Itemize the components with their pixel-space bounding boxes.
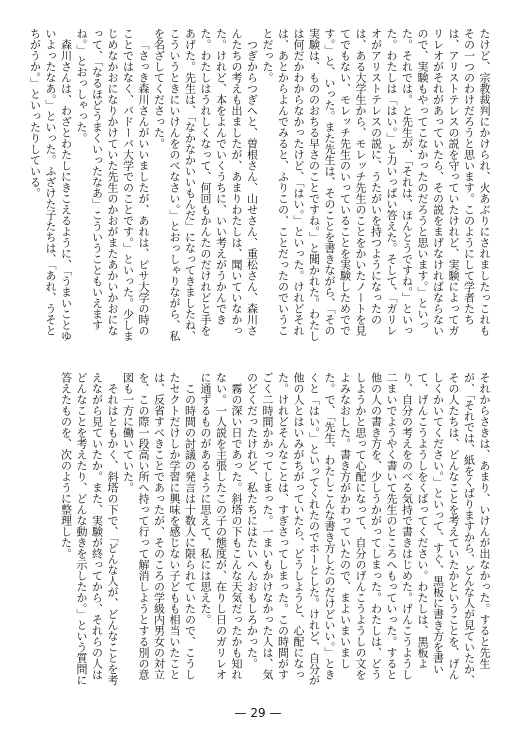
paragraph: つぎからつぎへと、曽根さん、山せさん、重松さん、森川さんたちの考えも出ましたが、あまりわたしは、聞いていなかった。けれど、本をよんでいくうちに、いい考えがうかんできた。わたしはうれしくなって、何回もかんたのだけれどと手をあげた。先生は、「なかなかいいもんだ」になってきましたね、こういうときにいけんをのべなさい。」とおっしゃりながら、私を名ざしてくださった。 [152,28,259,342]
paragraph: この時間の討議の発言は十数人に限られていたので、こうしたセクトだけしか学習に興味を感じない子どもも相当いたことは、反省すべきことであったが、そのころの学級内男女の対立を、この際一段高い所へ持って行って解消しようとする別の意図も一方に働いていた。 [121,372,197,680]
paragraph: 森川さんは、わざとわたしにきこえるように、「うまいことゆいよったなあ。」といった。ふざけた子たちは、「あれ、うそとちがうか。」といったりしている。 [28,28,73,342]
bottom-text-block [28,372,492,690]
top-text-block [28,28,492,346]
page-number: — 29 — [234,706,282,720]
paragraph: 霧の深い日であった。斜塔の下もこんな天気だったかも知れない。一人説を主張したこの子の態度が、在りし日のガリレオに通ずるものがあるように思えて、私には思えた。 [199,372,243,680]
paragraph: 「さっき森川さんがいいましたが、あれは、ピサ大学の時のことではなく、パドーバ大学でのことです。」といった。少しまじめなかおになりかけていた先生のかおがまたあかいかおになって、「なるほどうまくいったなあ」こういうこともいえますね。」とおっしゃった。 [75,28,150,342]
paragraph: たけど、宗教裁判にかけられ、火あぶりにされましたっこれもその一つのわけだろうと思います。このようにして学者たちは、アリストテレスの説を守っていたけれど、実験によってガリレオがそれがあっていたら、その説をまげなければならないので、実験もやってこなかったのだろうと思います。」といった。それでは。と先生が、「それは、ほんとうですね。」といった。わたしは「はい。」と力いっぱい答えた。そして、「ガリレオがアリストテレスの説に、うたがいを持つようになったのは、ある大学生から、モレッチ先生のことをかいたノートを見てでもない、モレッチ先生のいっていることを実験しためでです。」と、いった。また先生は、そのことを書きながら、「その実験は、もののおちる早さのことですね。」と聞かれた。わたしは何だかわからなかったけど、「はい。」といった。けれどそれは、あとからよんでみると、ふりこの、ことだったのでいうことだった。 [261,28,491,342]
paragraph: それはともかく、斜塔の下で、「どんな人が、どんなことを考えながら見ていたか。また、実験が終ってから、それらの人はどんなことを考えたり、どんな動きを示したか。」という質問に答えたものを、次のように整理した。 [59,372,119,686]
paragraph: それからさきは、あまり、いけんが出なかった。すると先生が、「それでは、紙をくばりますから、どんな人が見ていたか、その人たちは、どんなことを考えていたかということを、げんしくかいてください。」といって、すぐ、黒板に書き方を書いて、げんこうようしをくばってください。わたしは、黒板より、自分の考えをのべる気持で書きはじめた。げんこうようし二まいでようやく書いて先生のところへもっていった。すると他の人の書き方を、少しうかがってしまった。わたしは、どうしようかと思って心配になって、自分のげんこうようしの文をよみなおした。書き方がかわっていたので、まよいまいました。で、「先生、わたしこんな書き方したのだけどいい。」ときくと「はい。」といってくれたのでホーとした。けれど、自分が他の人とはいみがちがっていたら、どうしようと、心配になった。けれどそんなことは、すぎさってしまった。この時間がすごく二時間かかってしまった。一まいもかけなかった人は、気のどくだったけれど、私たちにはたいへんおもしろかった。 [245,372,491,686]
